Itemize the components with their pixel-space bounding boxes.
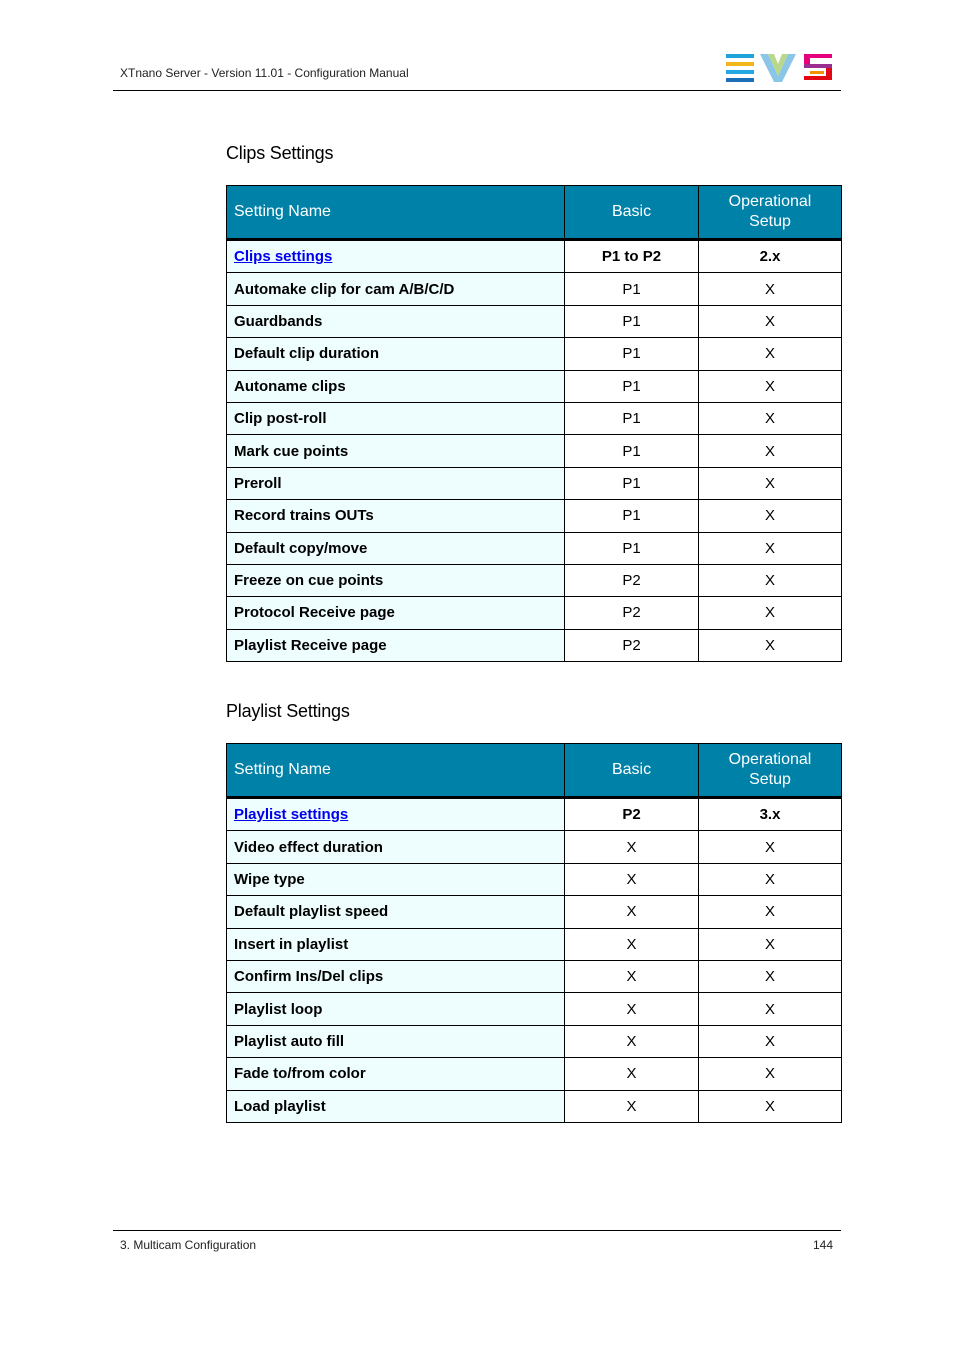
table-row [227,370,842,402]
basic-cell: X [565,928,699,960]
setting-name-cell: Playlist Receive page [227,629,565,661]
setting-name-cell: Default clip duration [227,338,565,370]
setting-name-cell: Load playlist [227,1090,565,1122]
page-number: 144 [812,1238,833,1252]
setting-name-cell[interactable] [227,798,565,831]
column-header-operational-setup: Operational Setup [699,744,842,798]
basic-cell: P2 [565,629,699,661]
setting-name-cell: Mark cue points [227,435,565,467]
column-header-setting-name: Setting Name [227,186,565,240]
table-row [227,798,842,831]
basic-cell: P1 to P2 [565,240,699,273]
operational-setup-cell: X [699,1058,842,1090]
setting-name-cell: Guardbands [227,305,565,337]
setting-link[interactable]: Clips settings [234,248,333,266]
table-row [227,993,842,1025]
operational-setup-cell: X [699,564,842,596]
setting-name-cell: Protocol Receive page [227,597,565,629]
operational-setup-cell: X [699,831,842,863]
table-row [227,305,842,337]
basic-cell: P1 [565,338,699,370]
table-row [227,863,842,895]
basic-cell: P2 [565,798,699,831]
operational-setup-cell: X [699,500,842,532]
table-header-row [227,744,842,798]
playlist-settings-table [226,743,842,1123]
basic-cell: P1 [565,402,699,434]
setting-name-cell: Default playlist speed [227,896,565,928]
table-row [227,1090,842,1122]
footer-section-name: 3. Multicam Configuration [120,1238,257,1252]
table-row [227,831,842,863]
basic-cell: X [565,831,699,863]
operational-setup-cell: X [699,338,842,370]
table-row [227,1025,842,1057]
setting-name-cell: Playlist auto fill [227,1025,565,1057]
table-row [227,240,842,273]
basic-cell: P1 [565,370,699,402]
table-row [227,629,842,661]
operational-setup-cell: X [699,863,842,895]
operational-setup-cell: X [699,305,842,337]
basic-cell: X [565,1058,699,1090]
setting-name-cell: Automake clip for cam A/B/C/D [227,273,565,305]
basic-cell: P1 [565,435,699,467]
table-row [227,500,842,532]
setting-name-cell: Default copy/move [227,532,565,564]
setting-name-cell: Record trains OUTs [227,500,565,532]
footer-rule [113,1230,841,1231]
column-header-setting-name: Setting Name [227,744,565,798]
basic-cell: X [565,863,699,895]
operational-setup-cell: 3.x [699,798,842,831]
basic-cell: X [565,1025,699,1057]
table-row [227,435,842,467]
table-row [227,402,842,434]
operational-setup-cell: X [699,629,842,661]
basic-cell: P1 [565,305,699,337]
basic-cell: X [565,896,699,928]
setting-name-cell: Confirm Ins/Del clips [227,960,565,992]
basic-cell: X [565,993,699,1025]
column-header-operational-setup: Operational Setup [699,186,842,240]
basic-cell: P1 [565,532,699,564]
table-row [227,960,842,992]
setting-name-cell: Preroll [227,467,565,499]
setting-name-cell: Autoname clips [227,370,565,402]
table-header-row [227,186,842,240]
operational-setup-cell: X [699,928,842,960]
table-row [227,896,842,928]
operational-setup-cell: X [699,273,842,305]
column-header-basic: Basic [565,744,699,798]
operational-setup-cell: X [699,597,842,629]
setting-name-cell: Insert in playlist [227,928,565,960]
table-row [227,928,842,960]
setting-name-cell: Playlist loop [227,993,565,1025]
operational-setup-cell: X [699,435,842,467]
basic-cell: P1 [565,273,699,305]
table-row [227,467,842,499]
setting-name-cell: Clip post-roll [227,402,565,434]
playlist-settings-heading: Playlist Settings [226,701,350,721]
basic-cell: P2 [565,564,699,596]
operational-setup-cell: X [699,532,842,564]
setting-name-cell: Wipe type [227,863,565,895]
operational-setup-cell: 2.x [699,240,842,273]
table-row [227,273,842,305]
table-row [227,564,842,596]
setting-name-cell: Video effect duration [227,831,565,863]
table-row [227,532,842,564]
basic-cell: P1 [565,467,699,499]
column-header-basic: Basic [565,186,699,240]
setting-name-cell: Fade to/from color [227,1058,565,1090]
operational-setup-cell: X [699,960,842,992]
operational-setup-cell: X [699,1090,842,1122]
basic-cell: X [565,960,699,992]
table-row [227,597,842,629]
clips-settings-heading: Clips Settings [226,143,334,163]
operational-setup-cell: X [699,370,842,402]
setting-link[interactable]: Playlist settings [234,806,349,824]
basic-cell: X [565,1090,699,1122]
operational-setup-cell: X [699,1025,842,1057]
running-header-title: XTnano Server - Version 11.01 - Configuration Manual [120,66,409,80]
table-row [227,338,842,370]
operational-setup-cell: X [699,896,842,928]
table-row [227,1058,842,1090]
basic-cell: P1 [565,500,699,532]
operational-setup-cell: X [699,993,842,1025]
setting-name-cell[interactable] [227,240,565,273]
clips-settings-table [226,185,842,662]
operational-setup-cell: X [699,402,842,434]
basic-cell: P2 [565,597,699,629]
setting-name-cell: Freeze on cue points [227,564,565,596]
header-rule [113,90,841,91]
evs-logo [726,54,834,82]
operational-setup-cell: X [699,467,842,499]
